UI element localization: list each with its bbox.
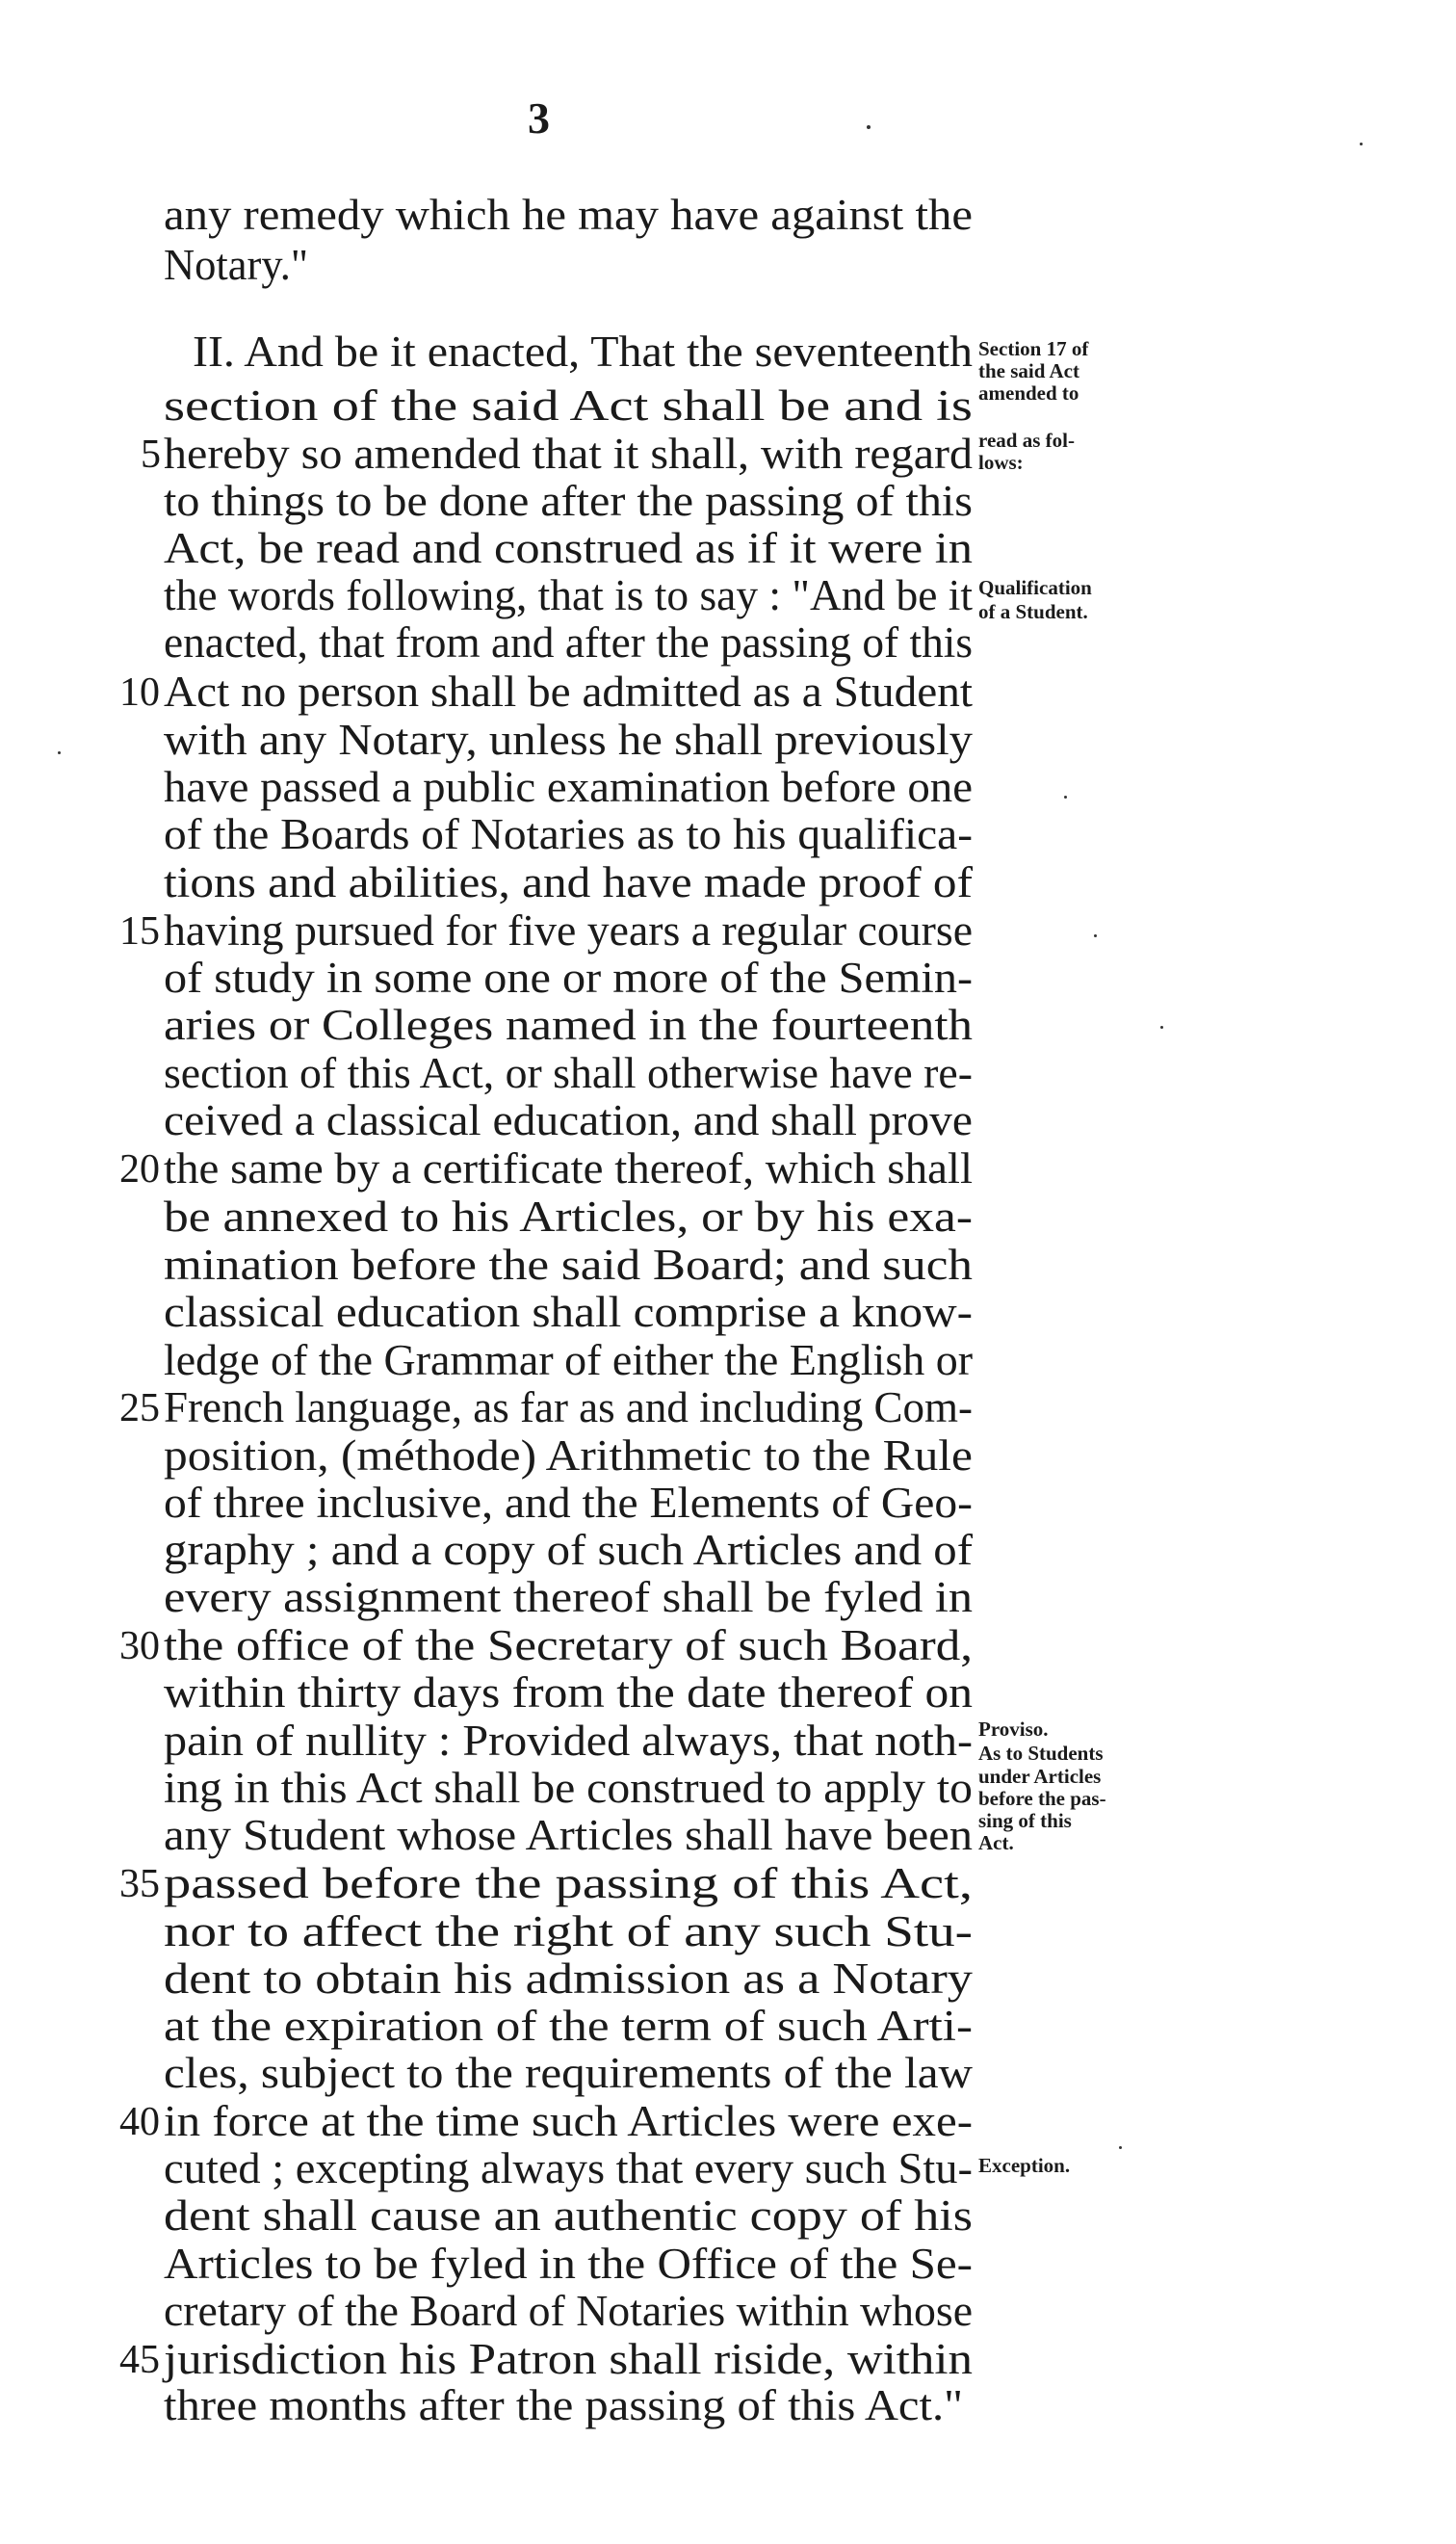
margin-note: before the pas- bbox=[978, 1787, 1106, 1810]
line-number: 30 bbox=[119, 1624, 160, 1668]
margin-note: under Articles bbox=[978, 1765, 1102, 1788]
text-line: of three inclusive, and the Elements of Geo- bbox=[164, 1478, 973, 1527]
scan-speck bbox=[1360, 143, 1363, 145]
margin-note: the said Act bbox=[978, 359, 1079, 382]
text-line: of the Boards of Notaries as to his qualifica- bbox=[164, 809, 973, 858]
text-line: ledge of the Grammar of either the English or bbox=[164, 1335, 974, 1384]
text-line: passed before the passing of this Act, bbox=[164, 1858, 973, 1907]
margin-note: amended to bbox=[978, 381, 1079, 405]
text-line: cretary of the Board of Notaries within whose bbox=[164, 2286, 974, 2335]
line-number: 10 bbox=[119, 670, 160, 715]
text-line: any remedy which he may have against the bbox=[164, 190, 973, 239]
scan-speck bbox=[1094, 934, 1097, 937]
line-number: 20 bbox=[119, 1147, 160, 1192]
margin-note: sing of this bbox=[978, 1809, 1072, 1832]
text-line: any Student whose Articles shall have been bbox=[164, 1810, 973, 1859]
text-line: position, (méthode) Arithmetic to the Rule bbox=[164, 1430, 973, 1480]
text-line: ceived a classical education, and shall prove bbox=[164, 1095, 974, 1144]
margin-note: As to Students bbox=[978, 1742, 1104, 1765]
text-line: cuted ; excepting always that every such Stu- bbox=[164, 2143, 973, 2192]
text-line: Act, be read and construed as if it were in bbox=[164, 523, 973, 572]
page-number: 3 bbox=[528, 93, 550, 143]
text-line: enacted, that from and after the passing of this bbox=[164, 617, 974, 667]
scan-speck bbox=[1119, 2146, 1122, 2149]
text-line: hereby so amended that it shall, with regard bbox=[164, 429, 974, 478]
text-line: classical education shall comprise a know- bbox=[164, 1287, 973, 1336]
text-line: aries or Colleges named in the fourteenth bbox=[164, 1000, 973, 1049]
scan-speck bbox=[1160, 1026, 1163, 1029]
scan-speck bbox=[58, 751, 61, 754]
text-line: dent shall cause an authentic copy of his bbox=[164, 2190, 974, 2240]
margin-note: Section 17 of bbox=[978, 337, 1089, 360]
text-line: section of this Act, or shall otherwise have re- bbox=[164, 1048, 973, 1097]
text-line: jurisdiction his Patron shall riside, within bbox=[164, 2334, 973, 2383]
text-line: ing in this Act shall be construed to apply to bbox=[164, 1763, 973, 1812]
line-number: 5 bbox=[141, 433, 161, 477]
text-line: be annexed to his Articles, or by his exa- bbox=[164, 1192, 973, 1241]
line-number: 45 bbox=[119, 2338, 160, 2382]
text-line: the words following, that is to say : "And be it bbox=[164, 570, 974, 619]
scan-speck bbox=[867, 125, 871, 129]
text-line: pain of nullity : Provided always, that noth- bbox=[164, 1716, 974, 1765]
margin-note: of a Student. bbox=[978, 600, 1088, 623]
margin-note: read as fol- bbox=[978, 429, 1075, 452]
margin-note: Qualification bbox=[978, 576, 1092, 599]
margin-note: Proviso. bbox=[978, 1718, 1049, 1741]
line-number: 15 bbox=[119, 909, 160, 954]
text-line: Notary." bbox=[164, 240, 309, 289]
text-line: have passed a public examination before one bbox=[164, 762, 973, 811]
text-line: the office of the Secretary of such Board, bbox=[164, 1620, 974, 1669]
text-line: with any Notary, unless he shall previously bbox=[164, 715, 974, 764]
text-line: dent to obtain his admission as a Notary bbox=[164, 1954, 973, 2003]
text-line: mination before the said Board; and such bbox=[164, 1240, 973, 1289]
margin-note: lows: bbox=[978, 451, 1024, 474]
text-line: every assignment thereof shall be fyled in bbox=[164, 1572, 974, 1621]
line-number: 40 bbox=[119, 2100, 160, 2144]
margin-note: Act. bbox=[978, 1831, 1014, 1854]
line-number: 35 bbox=[119, 1862, 160, 1906]
text-line: the same by a certificate thereof, which shall bbox=[164, 1143, 974, 1193]
text-line: cles, subject to the requirements of the law bbox=[164, 2048, 974, 2097]
margin-note: Exception. bbox=[978, 2154, 1071, 2177]
text-line: Articles to be fyled in the Office of the Se- bbox=[164, 2239, 974, 2288]
text-line: in force at the time such Articles were exe- bbox=[164, 2096, 974, 2145]
text-line: to things to be done after the passing of this bbox=[164, 476, 974, 525]
text-line: three months after the passing of this Act." bbox=[164, 2380, 964, 2429]
scan-speck bbox=[1064, 796, 1067, 799]
line-number: 25 bbox=[119, 1386, 160, 1430]
text-line: II. And be it enacted, That the seventeenth bbox=[193, 327, 974, 376]
text-line: graphy ; and a copy of such Articles and of bbox=[164, 1525, 974, 1574]
text-line: within thirty days from the date thereof on bbox=[164, 1667, 973, 1717]
text-line: nor to affect the right of any such Stu- bbox=[164, 1906, 974, 1955]
text-line: of study in some one or more of the Semin- bbox=[164, 953, 974, 1002]
text-line: French language, as far as and including Com- bbox=[164, 1382, 974, 1431]
text-line: Act no person shall be admitted as a Student bbox=[164, 667, 974, 716]
text-line: tions and abilities, and have made proof of bbox=[164, 857, 973, 906]
text-line: having pursued for five years a regular course bbox=[164, 905, 974, 955]
text-line: at the expiration of the term of such Arti- bbox=[164, 2001, 974, 2050]
text-line: section of the said Act shall be and is bbox=[164, 380, 973, 430]
